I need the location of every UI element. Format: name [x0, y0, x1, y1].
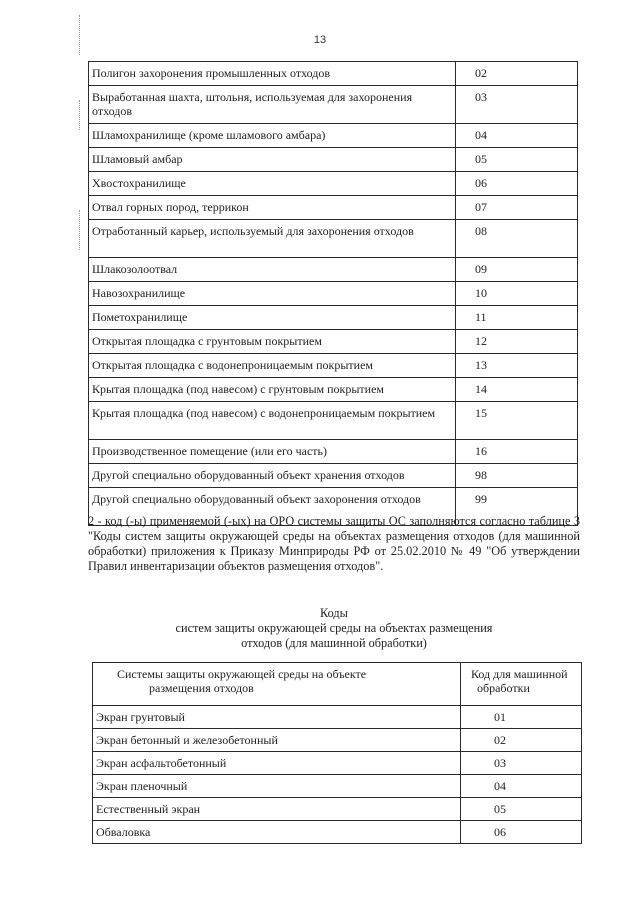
table-row	[89, 86, 578, 124]
system-code: 02	[461, 729, 582, 752]
header-systems	[93, 663, 461, 706]
section-title	[88, 606, 580, 651]
table-row	[89, 172, 578, 196]
facility-name: Шламохранилище (кроме шламового амбара)	[89, 124, 456, 148]
facility-name: Крытая площадка (под навесом) с грунтовым покрытием	[89, 378, 456, 402]
facility-code: 08	[456, 220, 578, 258]
system-name: Экран асфальтобетонный	[93, 752, 461, 775]
table-row	[89, 306, 578, 330]
table-row	[89, 62, 578, 86]
facility-code: 06	[456, 172, 578, 196]
system-name: Экран бетонный и железобетонный	[93, 729, 461, 752]
table-row	[93, 821, 582, 844]
facility-name: Отработанный карьер, используемый для захоронения отходов	[89, 220, 456, 258]
table-row	[89, 148, 578, 172]
table-row	[89, 354, 578, 378]
table-row	[89, 196, 578, 220]
header-text: Код для машинной	[471, 667, 568, 681]
table-row	[89, 402, 578, 440]
facility-name: Пометохранилище	[89, 306, 456, 330]
facility-code: 07	[456, 196, 578, 220]
facility-name: Другой специально оборудованный объект захоронения отходов	[89, 488, 456, 526]
facility-code: 12	[456, 330, 578, 354]
facility-name: Шлакозолоотвал	[89, 258, 456, 282]
header-text: Системы защиты окружающей среды на объекте	[117, 667, 367, 681]
header-text: обработки	[477, 681, 530, 695]
facility-name: Хвостохранилище	[89, 172, 456, 196]
table-row	[89, 330, 578, 354]
facility-code: 14	[456, 378, 578, 402]
facility-name: Открытая площадка с водонепроницаемым покрытием	[89, 354, 456, 378]
system-name: Естественный экран	[93, 798, 461, 821]
system-name: Обваловка	[93, 821, 461, 844]
facility-code: 99	[456, 488, 578, 526]
table-row	[93, 729, 582, 752]
facility-name: Другой специально оборудованный объект хранения отходов	[89, 464, 456, 488]
table-row	[89, 464, 578, 488]
facility-name: Выработанная шахта, штольня, используемая для захоронения отходов	[89, 86, 456, 124]
facility-name: Открытая площадка с грунтовым покрытием	[89, 330, 456, 354]
table-row	[89, 220, 578, 258]
system-code: 06	[461, 821, 582, 844]
page-number: 13	[313, 34, 327, 46]
table-row	[89, 440, 578, 464]
facility-name: Полигон захоронения промышленных отходов	[89, 62, 456, 86]
facility-code: 11	[456, 306, 578, 330]
facility-code: 02	[456, 62, 578, 86]
facility-name: Навозохранилище	[89, 282, 456, 306]
facility-name: Производственное помещение (или его часть)	[89, 440, 456, 464]
margin-mark	[79, 210, 80, 250]
section-title-line: систем защиты окружающей среды на объектах размещения	[175, 621, 493, 635]
header-code	[461, 663, 582, 706]
facility-name: Шламовый амбар	[89, 148, 456, 172]
system-name: Экран грунтовый	[93, 706, 461, 729]
footnote: 2 - код (-ы) применяемой (-ых) на ОРО системы защиты ОС заполняются согласно таблице 3 "Коды систем защиты окружающей среды на объектах размещения отходов (для машинной обработки) приложения к Приказу Минприроды РФ от 25.02.2010 № 49 "Об утверждении Правил инвентаризации объектов размещения отходов".	[88, 514, 580, 573]
table-row	[89, 378, 578, 402]
table-row	[89, 282, 578, 306]
header-text: размещения отходов	[149, 681, 254, 695]
facility-code: 10	[456, 282, 578, 306]
facility-name: Крытая площадка (под навесом) с водонепроницаемым покрытием	[89, 402, 456, 440]
table-row	[89, 124, 578, 148]
table-row	[93, 706, 582, 729]
facility-name: Отвал горных пород, террикон	[89, 196, 456, 220]
facility-code: 98	[456, 464, 578, 488]
facility-code: 05	[456, 148, 578, 172]
facility-code: 04	[456, 124, 578, 148]
facility-code: 09	[456, 258, 578, 282]
section-title-line: отходов (для машинной обработки)	[241, 636, 427, 650]
table-row	[93, 752, 582, 775]
protection-systems-table	[92, 662, 582, 844]
system-code: 01	[461, 706, 582, 729]
facility-code: 13	[456, 354, 578, 378]
table-row	[89, 258, 578, 282]
section-title-line: Коды	[320, 606, 348, 620]
table-header-row	[93, 663, 582, 706]
table-row	[93, 775, 582, 798]
waste-facility-types-table	[88, 61, 578, 526]
system-code: 03	[461, 752, 582, 775]
facility-code: 15	[456, 402, 578, 440]
margin-mark	[79, 100, 80, 130]
facility-code: 16	[456, 440, 578, 464]
system-code: 04	[461, 775, 582, 798]
system-code: 05	[461, 798, 582, 821]
facility-code: 03	[456, 86, 578, 124]
table-row	[93, 798, 582, 821]
system-name: Экран пленочный	[93, 775, 461, 798]
